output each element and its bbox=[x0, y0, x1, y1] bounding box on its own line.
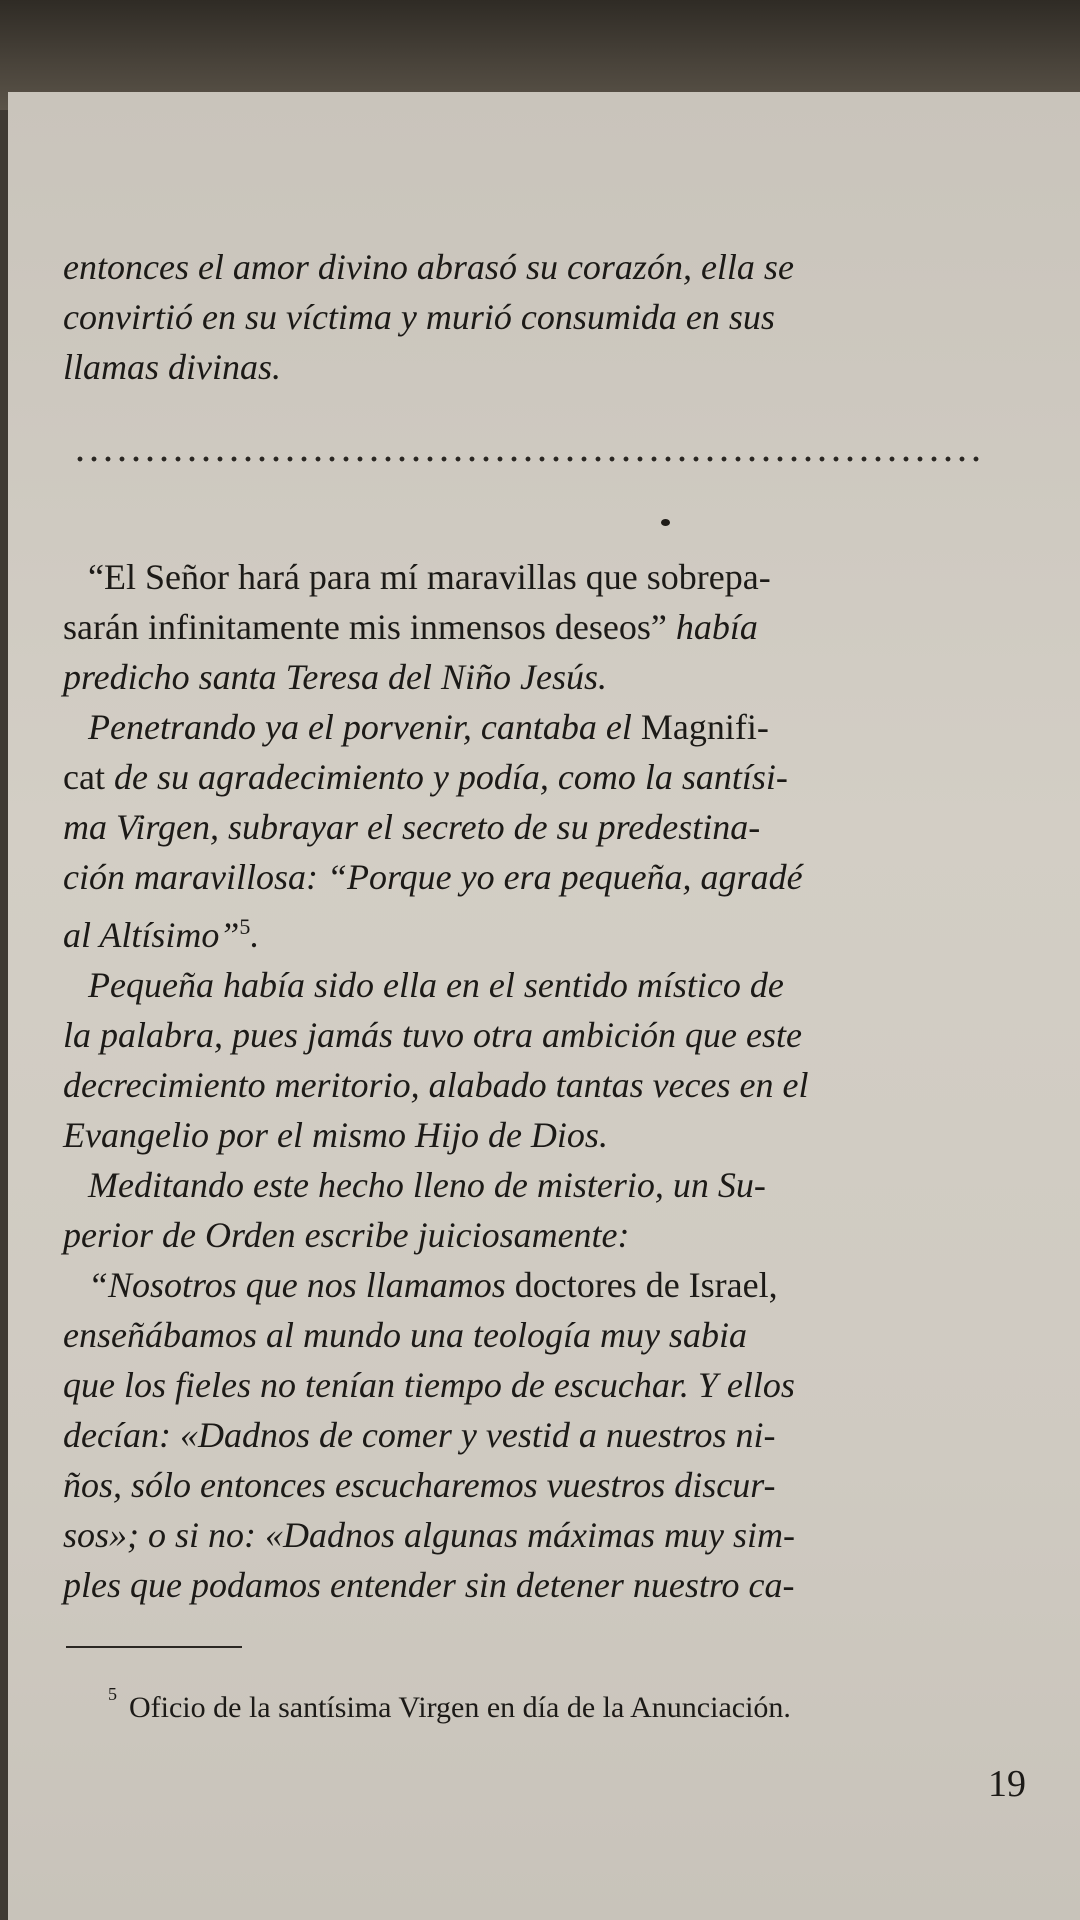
footnote-marker: 5 bbox=[108, 1684, 117, 1704]
text-span: sarán infinitamente mis inmensos deseos” bbox=[63, 607, 667, 647]
footnote-text: Oficio de la santísima Virgen en día de la Anunciación. bbox=[129, 1691, 791, 1724]
text-line: ma Virgen, subrayar el secreto de su predestina- bbox=[63, 807, 761, 847]
text-line: ños, sólo entonces escucharemos vuestros discur- bbox=[63, 1465, 776, 1505]
text-span: de su agradecimiento y podía, como la santísi- bbox=[113, 757, 788, 797]
text-span: Magnifi- bbox=[640, 707, 769, 747]
text-line: “El Señor hará para mí maravillas que sobrepa- bbox=[88, 557, 771, 597]
page-number: 19 bbox=[988, 1763, 1026, 1805]
footnote-reference: 5 bbox=[239, 914, 251, 939]
footnote-rule bbox=[66, 1646, 242, 1648]
text-line: ción maravillosa: “Porque yo era pequeña, agradé bbox=[63, 857, 803, 897]
text-line: sos»; o si no: «Dadnos algunas máximas muy sim- bbox=[63, 1515, 795, 1555]
text-span: Penetrando ya el porvenir, cantaba el bbox=[88, 707, 632, 747]
dotted-separator bbox=[73, 452, 983, 466]
text-line bbox=[63, 752, 1023, 802]
text-line: llamas divinas. bbox=[63, 347, 282, 387]
paragraph-top bbox=[63, 242, 1023, 392]
main-text bbox=[63, 552, 1023, 1610]
text-span: doctores de Israel, bbox=[514, 1265, 778, 1305]
text-span: al Altísimo” bbox=[63, 915, 240, 955]
book-page bbox=[8, 92, 1080, 1920]
text-line: enseñábamos al mundo una teología muy sabia bbox=[63, 1315, 747, 1355]
text-line bbox=[63, 602, 1023, 652]
text-line: ples que podamos entender sin detener nuestro ca- bbox=[63, 1565, 795, 1605]
text-line: Evangelio por el mismo Hijo de Dios. bbox=[63, 1115, 608, 1155]
text-line: Meditando este hecho lleno de misterio, un Su- bbox=[88, 1165, 766, 1205]
footnote bbox=[108, 1680, 791, 1728]
text-line bbox=[63, 1260, 1023, 1310]
text-line: perior de Orden escribe juiciosamente: bbox=[63, 1215, 630, 1255]
text-line: convirtió en su víctima y murió consumida en sus bbox=[63, 297, 775, 337]
text-line: decrecimiento meritorio, alabado tantas veces en el bbox=[63, 1065, 809, 1105]
text-line: decían: «Dadnos de comer y vestid a nuestros ni- bbox=[63, 1415, 776, 1455]
text-span: había bbox=[675, 607, 758, 647]
text-span: cat bbox=[63, 757, 105, 797]
text-line: Pequeña había sido ella en el sentido místico de bbox=[88, 965, 784, 1005]
ink-speck bbox=[661, 519, 670, 526]
text-line bbox=[63, 702, 1023, 752]
text-line: al Altísimo”$^5$. bbox=[63, 914, 260, 955]
text-line: la palabra, pues jamás tuvo otra ambición que este bbox=[63, 1015, 802, 1055]
text-line: que los fieles no tenían tiempo de escuchar. Y ellos bbox=[63, 1365, 795, 1405]
text-line: entonces el amor divino abrasó su corazón, ella se bbox=[63, 247, 794, 287]
text-line: predicho santa Teresa del Niño Jesús. bbox=[63, 657, 607, 697]
text-span: “Nosotros que nos llamamos bbox=[88, 1265, 506, 1305]
